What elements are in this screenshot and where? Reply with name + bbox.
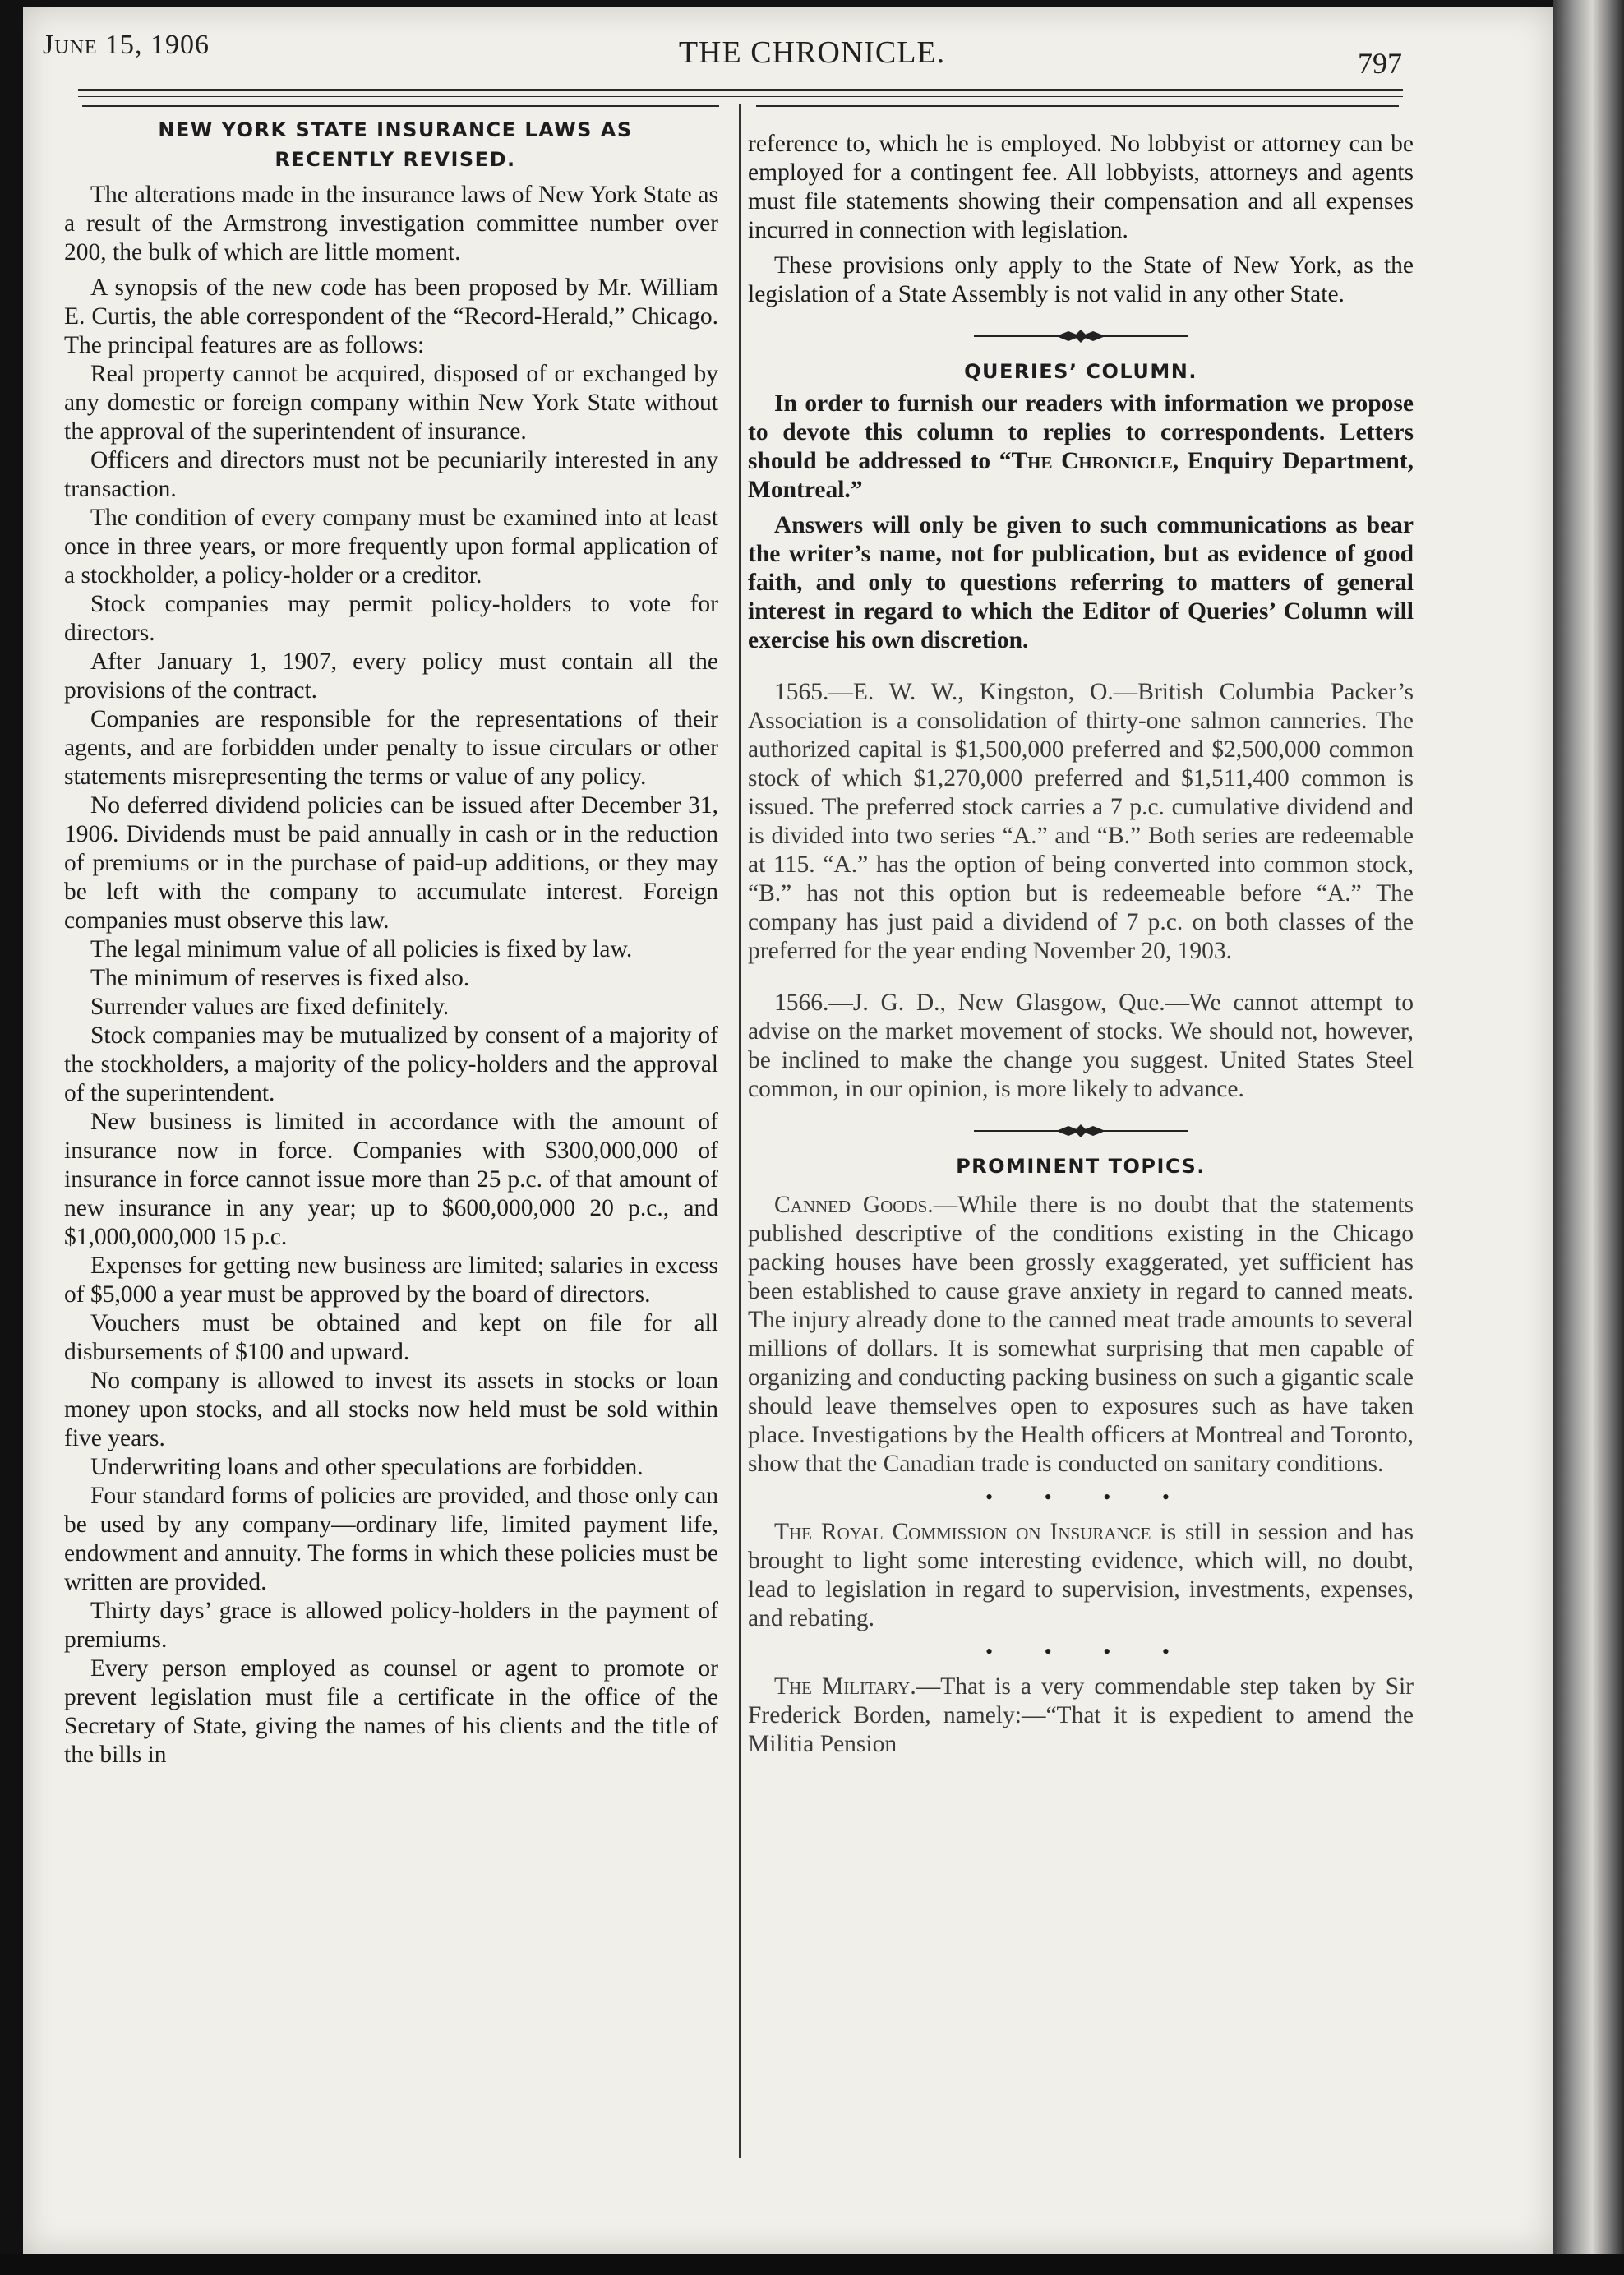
topic-military-body: —That is a very commendable step taken by Sir Frederick Borden, namely:—“That it is expedient to amend the Militia Pension: [748, 1673, 1414, 1757]
queries-answers-paragraph: Answers will only be given to such communications as bear the writer’s name, not for publication, but as evidence of good faith, and only to questions referring to matters of general interest in regard to which the Editor of Queries’ Column will exercise his own discretion.: [748, 512, 1414, 653]
queries-intro-text-a: In order to furnish our readers with information we propose to devote this column to replies to correspondents. Letters should be addressed to “: [748, 390, 1414, 474]
article-paragraph: No company is allowed to invest its assets in stocks or loan money upon stocks, and all stocks now held must be sold within five years.: [64, 1368, 718, 1451]
queries-intro-paragraph: [748, 390, 1414, 505]
publication-title: THE CHRONICLE.: [678, 35, 946, 70]
topic-canned-goods: [748, 1191, 1414, 1479]
article-body: [64, 181, 718, 1770]
ornament-divider-icon: [974, 1123, 1188, 1139]
article-paragraph: Vouchers must be obtained and kept on file for all disbursements of $100 and upward.: [64, 1310, 718, 1365]
article-paragraph: Every person employed as counsel or agent to promote or prevent legislation must file a certificate in the office of the Secretary of State, giving the names of his clients and the title of the bills in: [64, 1655, 718, 1768]
article-heading-line2: RECENTLY REVISED.: [275, 148, 516, 171]
topic-military-lead: The Military.: [774, 1673, 916, 1700]
ornament-divider-icon: [974, 328, 1188, 344]
article-paragraph: Four standard forms of policies are provided, and those only can be used by any company—ordinary life, limited payment life, endowment and annuity. The forms in which these policies must be written are provided.: [64, 1483, 718, 1595]
issue-date: June 15, 1906: [43, 30, 210, 60]
article-paragraph: Thirty days’ grace is allowed policy-holders in the payment of premiums.: [64, 1598, 718, 1653]
article-paragraph: Expenses for getting new business are limited; salaries in excess of $5,000 a year must be approved by the board of directors.: [64, 1253, 718, 1308]
article-heading-line1: NEW YORK STATE INSURANCE LAWS AS: [158, 118, 633, 141]
article-paragraph: Real property cannot be acquired, disposed of or exchanged by any domestic or foreign company within New York State without the approval of the superintendent of insurance.: [64, 361, 718, 445]
column-divider: [739, 104, 741, 2158]
article-paragraph: Surrender values are fixed definitely.: [90, 994, 450, 1020]
topic-separator: • • • •: [985, 1640, 1193, 1664]
article-paragraph: The minimum of reserves is fixed also.: [90, 965, 470, 991]
left-column: [64, 115, 718, 1770]
article-paragraph: Companies are responsible for the representations of their agents, and are forbidden under penalty to issue circulars or other statements misrepresenting the terms or value of any policy.: [64, 706, 718, 790]
topic-royal-commission: [748, 1518, 1414, 1633]
article-paragraph: Underwriting loans and other speculations are forbidden.: [90, 1454, 644, 1480]
queries-intro-text-c: , Enquiry Department, Montreal.”: [748, 448, 1414, 503]
article-paragraph: No deferred dividend policies can be issued after December 31, 1906. Dividends must be paid annually in cash or in the reduction of premiums or in the purchase of paid-up additions, or they may be left with the company to accumulate interest. Foreign companies must observe this law.: [64, 792, 718, 934]
article-paragraph: Stock companies may be mutualized by consent of a majority of the stockholders, a majority of the policy-holders and the approval of the superintendent.: [64, 1022, 718, 1106]
header-rule-thick: [78, 89, 1403, 91]
topic-canned-goods-body: —While there is no doubt that the statements published descriptive of the conditions existing in the Chicago packing houses have been grossly exaggerated, yet sufficient has been established to cause grave anxiety in regard to canned meats. The injury already done to the canned meat trade amounts to several millions of dollars. It is somewhat surprising that men capable of organizing and conducting packing business on such a gigantic scale should leave themselves open to exposures such as have taken place. Investigations by the Health officers at Montreal and Toronto, show that the Canadian trade is conducted on sanitary conditions.: [748, 1192, 1414, 1477]
article-closing-paragraph: These provisions only apply to the State of New York, as the legislation of a State Assembly is not valid in any other State.: [748, 252, 1414, 307]
article-paragraph: The condition of every company must be examined into at least once in three years, or more frequently upon formal application of a stockholder, a policy-holder or a creditor.: [64, 505, 718, 588]
section-ornament: [748, 321, 1414, 352]
page-number: 797: [1358, 47, 1402, 80]
right-column-top-rule: [756, 105, 1399, 107]
right-column: [748, 130, 1414, 1759]
scan-bottom-edge: [0, 2254, 1624, 2275]
topic-canned-goods-lead: Canned Goods.: [774, 1192, 934, 1218]
book-spine-edge: [1553, 0, 1624, 2275]
query-1566: 1566.—J. G. D., New Glasgow, Que.—We cannot attempt to advise on the market movement of stocks. We should not, however, be inclined to make the change you suggest. United States Steel common, in our opinion, is more likely to advance.: [748, 990, 1414, 1102]
queries-heading: QUERIES’ COLUMN.: [964, 360, 1197, 383]
header-rule-thin: [78, 96, 1403, 97]
article-paragraph: The legal minimum value of all policies is fixed by law.: [90, 936, 633, 962]
article-paragraph: A synopsis of the new code has been proposed by Mr. William E. Curtis, the able correspondent of the “Record-Herald,” Chicago. The principal features are as follows:: [64, 275, 718, 358]
left-column-top-rule: [82, 105, 719, 107]
query-1565: 1565.—E. W. W., Kingston, O.—British Columbia Packer’s Association is a consolidation of thirty-one salmon canneries. The authorized capital is $1,500,000 preferred and $2,500,000 common stock of which $1,270,000 preferred and $1,511,400 common is issued. The preferred stock carries a 7 p.c. cumulative dividend and is divided into two series “A.” and “B.” Both series are redeemable at 115. “A.” has the option of being converted into common stock, “B.” has not this option but is redeemeable before “A.” The company has just paid a dividend of 7 p.c. on both classes of the preferred for the year ending November 20, 1903.: [748, 679, 1414, 964]
section-ornament: [748, 1115, 1414, 1147]
topics-heading: PROMINENT TOPICS.: [956, 1155, 1206, 1178]
topic-royal-commission-body: is still in session and has brought to light some interesting evidence, which will, no doubt, lead to legislation in regard to supervision, investments, expenses, and rebating.: [748, 1519, 1414, 1631]
article-paragraph: The alterations made in the insurance laws of New York State as a result of the Armstrong investigation committee number over 200, the bulk of which are little moment.: [64, 182, 718, 265]
topic-military: [748, 1673, 1414, 1759]
article-paragraph: Stock companies may permit policy-holders to vote for directors.: [64, 591, 718, 646]
article-paragraph: Officers and directors must not be pecuniarily interested in any transaction.: [64, 447, 718, 502]
queries-intro-publication: The Chronicle: [1011, 448, 1173, 474]
topic-separator: • • • •: [985, 1485, 1193, 1509]
article-continuation: reference to, which he is employed. No lobbyist or attorney can be employed for a contingent fee. All lobbyists, attorneys and agents must file statements showing their compensation and all expenses incurred in connection with legislation.: [748, 131, 1414, 243]
topic-royal-commission-lead: The Royal Commission on Insurance: [774, 1519, 1151, 1545]
article-paragraph: New business is limited in accordance with the amount of insurance now in force. Companies with $300,000,000 of insurance in force cannot issue more than 25 p.c. of that amount of new insurance in any year; up to $600,000,000 20 p.c., and $1,000,000,000 15 p.c.: [64, 1109, 718, 1250]
article-paragraph: After January 1, 1907, every policy must contain all the provisions of the contract.: [64, 648, 718, 704]
